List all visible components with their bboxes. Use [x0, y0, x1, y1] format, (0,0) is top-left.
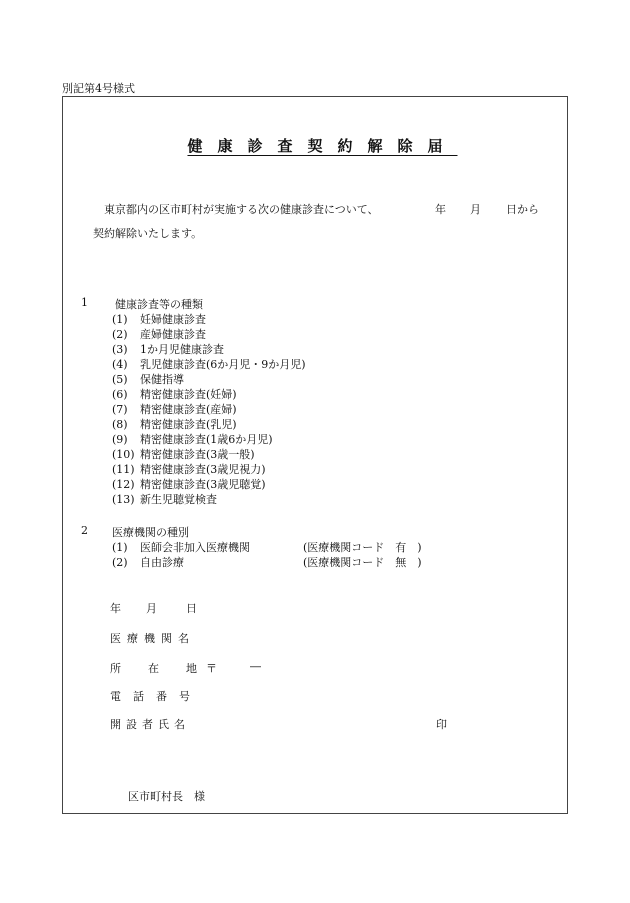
sign-day: 日: [186, 602, 197, 615]
sign-year: 年: [110, 602, 121, 615]
item-label: 精密健康診査(1歳6か月児): [140, 433, 273, 446]
list-item: [112, 461, 266, 477]
list-item: [112, 311, 206, 327]
item-number: (2): [112, 556, 128, 569]
item-label: 保健指導: [140, 373, 184, 386]
item-number: (2): [112, 328, 128, 341]
item-label: 妊婦健康診査: [140, 313, 206, 326]
form-title: 健康診査契約解除届: [187, 137, 458, 155]
item-label: 精密健康診査(3歳児視力): [140, 463, 266, 476]
item-number: (8): [112, 418, 128, 431]
item-label: 医師会非加入医療機関: [140, 541, 250, 554]
intro-line-2: 契約解除いたします。: [93, 227, 203, 240]
item-label: 精密健康診査(産婦): [140, 403, 237, 416]
item-number: (9): [112, 433, 128, 446]
institution-code-note: (医療機関コード 無 ): [303, 556, 422, 569]
list-item: [112, 341, 224, 357]
item-number: (3): [112, 343, 128, 356]
item-label: 精密健康診査(3歳児聴覚): [140, 478, 266, 491]
postal-mark: 〒: [206, 662, 217, 675]
list-item: [112, 386, 237, 402]
list-item: [112, 476, 266, 492]
phone-label: 電話番号: [110, 690, 202, 703]
list-item: [112, 491, 217, 507]
item-number: (13): [112, 493, 135, 506]
list-item: [112, 446, 255, 462]
list-item: [112, 539, 250, 555]
intro-year: 年: [435, 203, 446, 216]
section2-number: 2: [81, 524, 88, 537]
item-label: 精密健康診査(乳児): [140, 418, 237, 431]
item-number: (1): [112, 541, 128, 554]
item-number: (10): [112, 448, 135, 461]
item-number: (7): [112, 403, 128, 416]
section1-number: 1: [81, 296, 88, 309]
form-title-wrapper: [0, 135, 630, 156]
sign-month: 月: [146, 602, 157, 615]
section2-heading: 医療機関の種別: [112, 526, 189, 539]
item-number: (11): [112, 463, 135, 476]
list-item: [112, 401, 237, 417]
postal-dash: ―: [250, 660, 261, 673]
address-label: 所 在 地: [110, 662, 205, 675]
item-label: 乳児健康診査(6か月児・9か月児): [140, 358, 306, 371]
intro-month: 月: [470, 203, 481, 216]
item-label: 産婦健康診査: [140, 328, 206, 341]
form-number-label: 別記第4号様式: [62, 82, 135, 95]
list-item: [112, 356, 306, 372]
item-label: 新生児聴覚検査: [140, 493, 217, 506]
intro-day-from: 日から: [506, 203, 539, 216]
item-number: (5): [112, 373, 128, 386]
list-item: [112, 416, 237, 432]
item-number: (12): [112, 478, 135, 491]
item-label: 自由診療: [140, 556, 184, 569]
intro-line-1: 東京都内の区市町村が実施する次の健康診査について、: [104, 203, 379, 216]
item-label: 精密健康診査(妊婦): [140, 388, 237, 401]
item-label: 精密健康診査(3歳一般): [140, 448, 255, 461]
section1-heading: 健康診査等の種類: [115, 298, 203, 311]
item-number: (1): [112, 313, 128, 326]
list-item: [112, 326, 206, 342]
item-number: (4): [112, 358, 128, 371]
founder-name-label: 開設者氏名: [110, 718, 190, 731]
institution-code-note: (医療機関コード 有 ): [303, 541, 422, 554]
list-item: [112, 431, 273, 447]
addressee: 区市町村長 様: [128, 790, 205, 803]
list-item: [112, 371, 184, 387]
item-number: (6): [112, 388, 128, 401]
seal-mark: 印: [436, 718, 447, 731]
institution-name-label: 医療機関名: [110, 632, 195, 645]
list-item: [112, 554, 184, 570]
item-label: 1か月児健康診査: [140, 343, 224, 356]
